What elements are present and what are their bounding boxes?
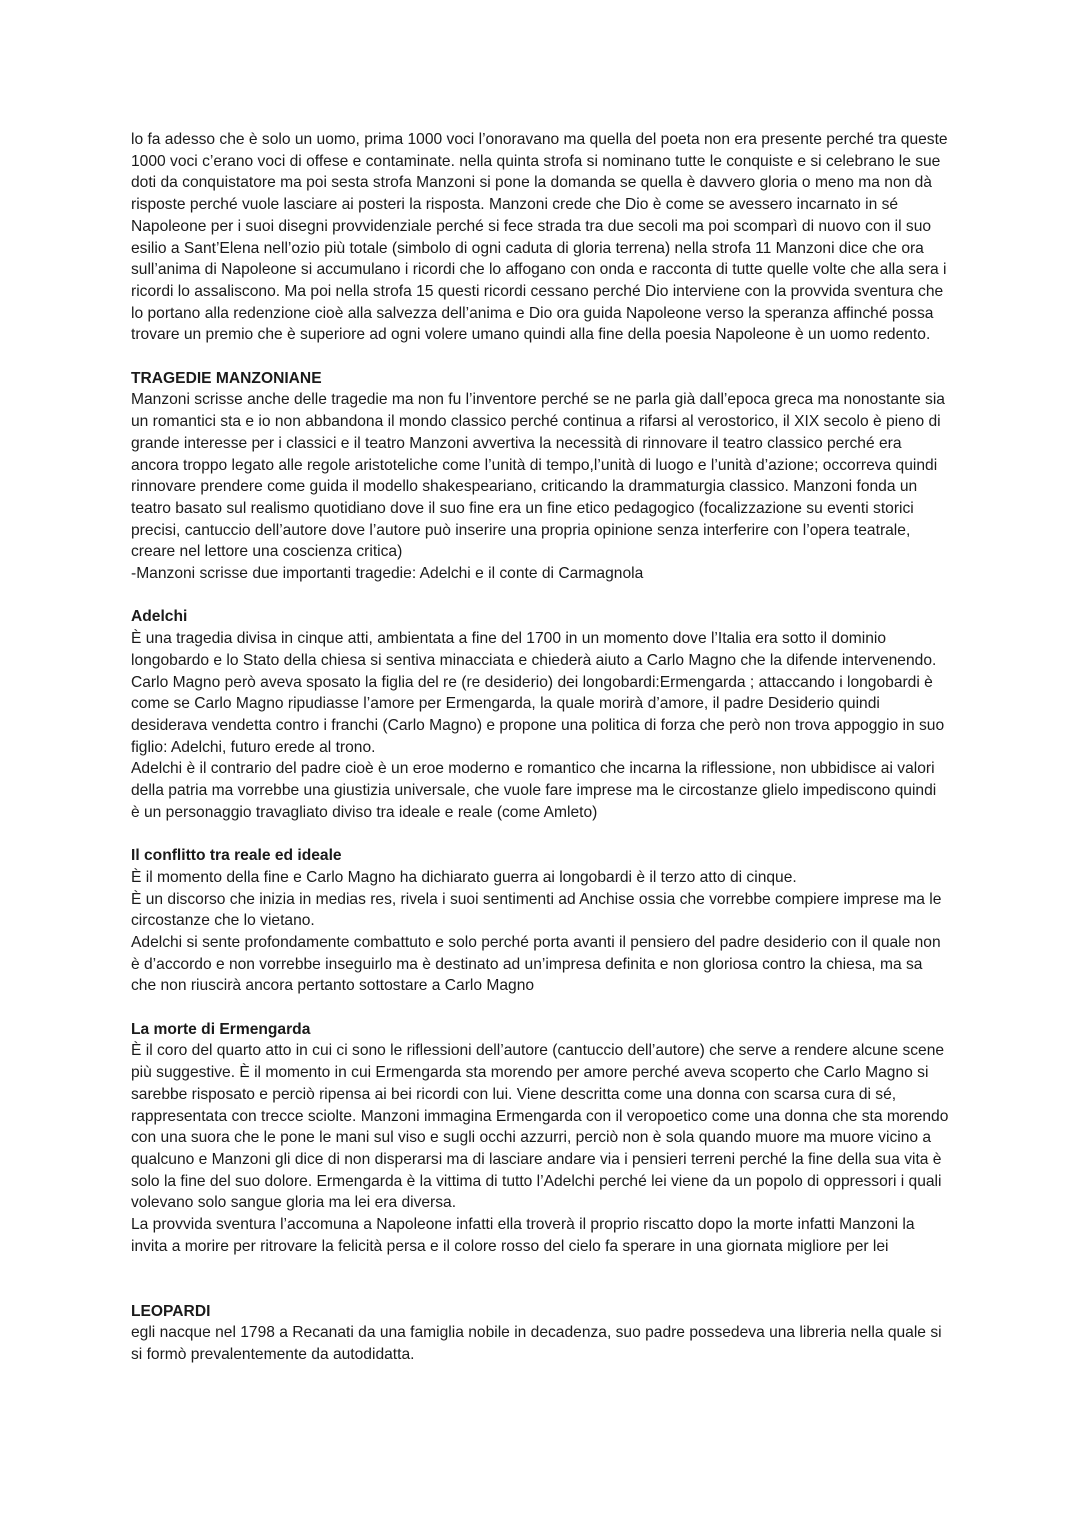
adelchi-paragraph-2: Adelchi è il contrario del padre cioè è un eroe moderno e romantico che incarna la riflessione, non ubbidisce ai valori della patria ma vorrebbe una giustizia universale, che vuole fare imprese ma le circostanze glielo impediscono quindi è un personaggio travagliato diviso tra ideale e reale (come Amleto) — [131, 760, 937, 821]
leopardi-heading: LEOPARDI — [131, 1302, 211, 1320]
conflitto-heading: Il conflitto tra reale ed ideale — [131, 847, 342, 865]
adelchi-heading: Adelchi — [131, 608, 188, 626]
document-page — [131, 129, 949, 1366]
morte-paragraph-1: È il coro del quarto atto in cui ci sono le riflessioni dell’autore (cantuccio dell’autore) che serve a rendere alcune scene più suggestive. È il momento in cui Ermengarda sta morendo per amore perché aveva scoperto che Carlo Magno si sarebbe risposato e perciò ripensa ai bei ricordi con lui. Viene descritta come una donna con scarsa cura di sé, rappresentata con trecce sciolte. Manzoni immagina Ermengarda con il veropoetico come una donna che sta morendo con una suora che le pone le mani sul viso e sugli occhi azzurri, perciò non è sola quando muore ma muore vicino a qualcuno e Manzoni gli dice di non disperarsi ma di lasciare andare via i pensieri terreni perché la fine della sua vita è solo la fine del suo dolore. Ermengarda è la vittima di tutto l’Adelchi perché lei viene da un popolo di oppressori i quali volevano solo sangue gloria ma lei era diversa. — [131, 1042, 949, 1212]
tragedie-paragraph-2: -Manzoni scrisse due importanti tragedie: Adelchi e il conte di Carmagnola — [131, 565, 644, 583]
intro-paragraph: lo fa adesso che è solo un uomo, prima 1000 voci l’onoravano ma quella del poeta non era presente perché tra queste 1000 voci c’erano voci di offese e contaminate. nella quinta strofa si nominano tutte le conquiste e si celebrano le sue doti da conquistatore ma poi sesta strofa Manzoni si pone la domanda se quella è davvero gloria o meno ma non dà risposte perché vuole lasciare ai posteri la risposta. Manzoni crede che Dio è come se avessero incarnato in sé Napoleone per i suoi disegni provvidenziale perché si fece strada tra due secoli ma poi scomparì di nuovo con il suo esilio a Sant’Elena nell’ozio più totale (simbolo di ogni caduta di gloria terrena) nella strofa 11 Manzoni dice che ora sull’anima di Napoleone si accumulano i ricordi che lo affogano con onda e racconta di tutte quelle volte che alla sera i ricordi lo assaliscono. Ma poi nella strofa 15 questi ricordi cessano perché Dio interviene con la provvida sventura che lo portano alla redenzione cioè alla salvezza dell’anima e Dio ora guida Napoleone verso la speranza affinché possa trovare un premio che è superiore ad ogni volere umano quindi alla fine della poesia Napoleone è un uomo redento. — [131, 131, 948, 344]
tragedie-heading: TRAGEDIE MANZONIANE — [131, 369, 322, 387]
conflitto-paragraph-1: È il momento della fine e Carlo Magno ha dichiarato guerra ai longobardi è il terzo atto di cinque. — [131, 868, 797, 886]
spacer — [131, 1258, 949, 1301]
spacer — [131, 823, 949, 845]
tragedie-paragraph-1: Manzoni scrisse anche delle tragedie ma non fu l’inventore perché se ne parla già dall’epoca greca ma nonostante sia un romantici sta e io non abbandona il mondo classico perché continua a rifarsi al verostorico, il XIX secolo è pieno di grande interesse per i classici e il teatro Manzoni avvertiva la necessità di rinnovare il teatro classico perché era ancora troppo legato alle regole aristoteliche come l’unità di tempo,l’unità di luogo e l’unità d’azione; occorreva quindi rinnovare prendere come guida il modello shakespeariano, criticando la drammaturgia classico. Manzoni fonda un teatro basato sul realismo quotidiano dove il suo fine era un fine etico pedagogico (focalizzazione su eventi storici precisi, cantuccio dell’autore dove l’autore può inserire una propria opinione senza interferire con l’opera teatrale, creare nel lettore una coscienza critica) — [131, 391, 945, 561]
spacer — [131, 585, 949, 607]
adelchi-paragraph-1: È una tragedia divisa in cinque atti, ambientata a fine del 1700 in un momento dove l’Italia era sotto il dominio longobardo e lo Stato della chiesa si sentiva minacciata e chiederà aiuto a Carlo Magno che la difende intervenendo. Carlo Magno però aveva sposato la figlia del re (re desiderio) dei longobardi:Ermengarda ; attaccando i longobardi è come se Carlo Magno ripudiasse l’amore per Ermengarda, la quale morirà d’amore, il padre Desiderio quindi desiderava vendetta contro i franchi (Carlo Magno) e propone una politica di forza che però non trova appoggio in suo figlio: Adelchi, futuro erede al trono. — [131, 630, 945, 756]
spacer — [131, 997, 949, 1019]
morte-paragraph-2: La provvida sventura l’accomuna a Napoleone infatti ella troverà il proprio riscatto dopo la morte infatti Manzoni la invita a morire per ritrovare la felicità persa e il colore rosso del cielo fa sperare in una giornata migliore per lei — [131, 1216, 915, 1255]
conflitto-paragraph-2: È un discorso che inizia in medias res, rivela i suoi sentimenti ad Anchise ossia che vorrebbe compiere imprese ma le circostanze che lo vietano. — [131, 890, 942, 930]
spacer — [131, 346, 949, 368]
conflitto-paragraph-3: Adelchi si sente profondamente combattuto e solo perché porta avanti il pensiero del padre desiderio con il quale non è d’accordo e non vorrebbe inseguirlo ma è destinato ad un’impresa definita e non gloriosa contro la chiesa, ma sa che non riuscirà ancora pertanto sottostare a Carlo Magno — [131, 933, 941, 995]
morte-heading: La morte di Ermengarda — [131, 1020, 311, 1038]
leopardi-paragraph-1: egli nacque nel 1798 a Recanati da una famiglia nobile in decadenza, suo padre possedeva una libreria nella quale si si formò prevalentemente da autodidatta. — [131, 1324, 942, 1363]
